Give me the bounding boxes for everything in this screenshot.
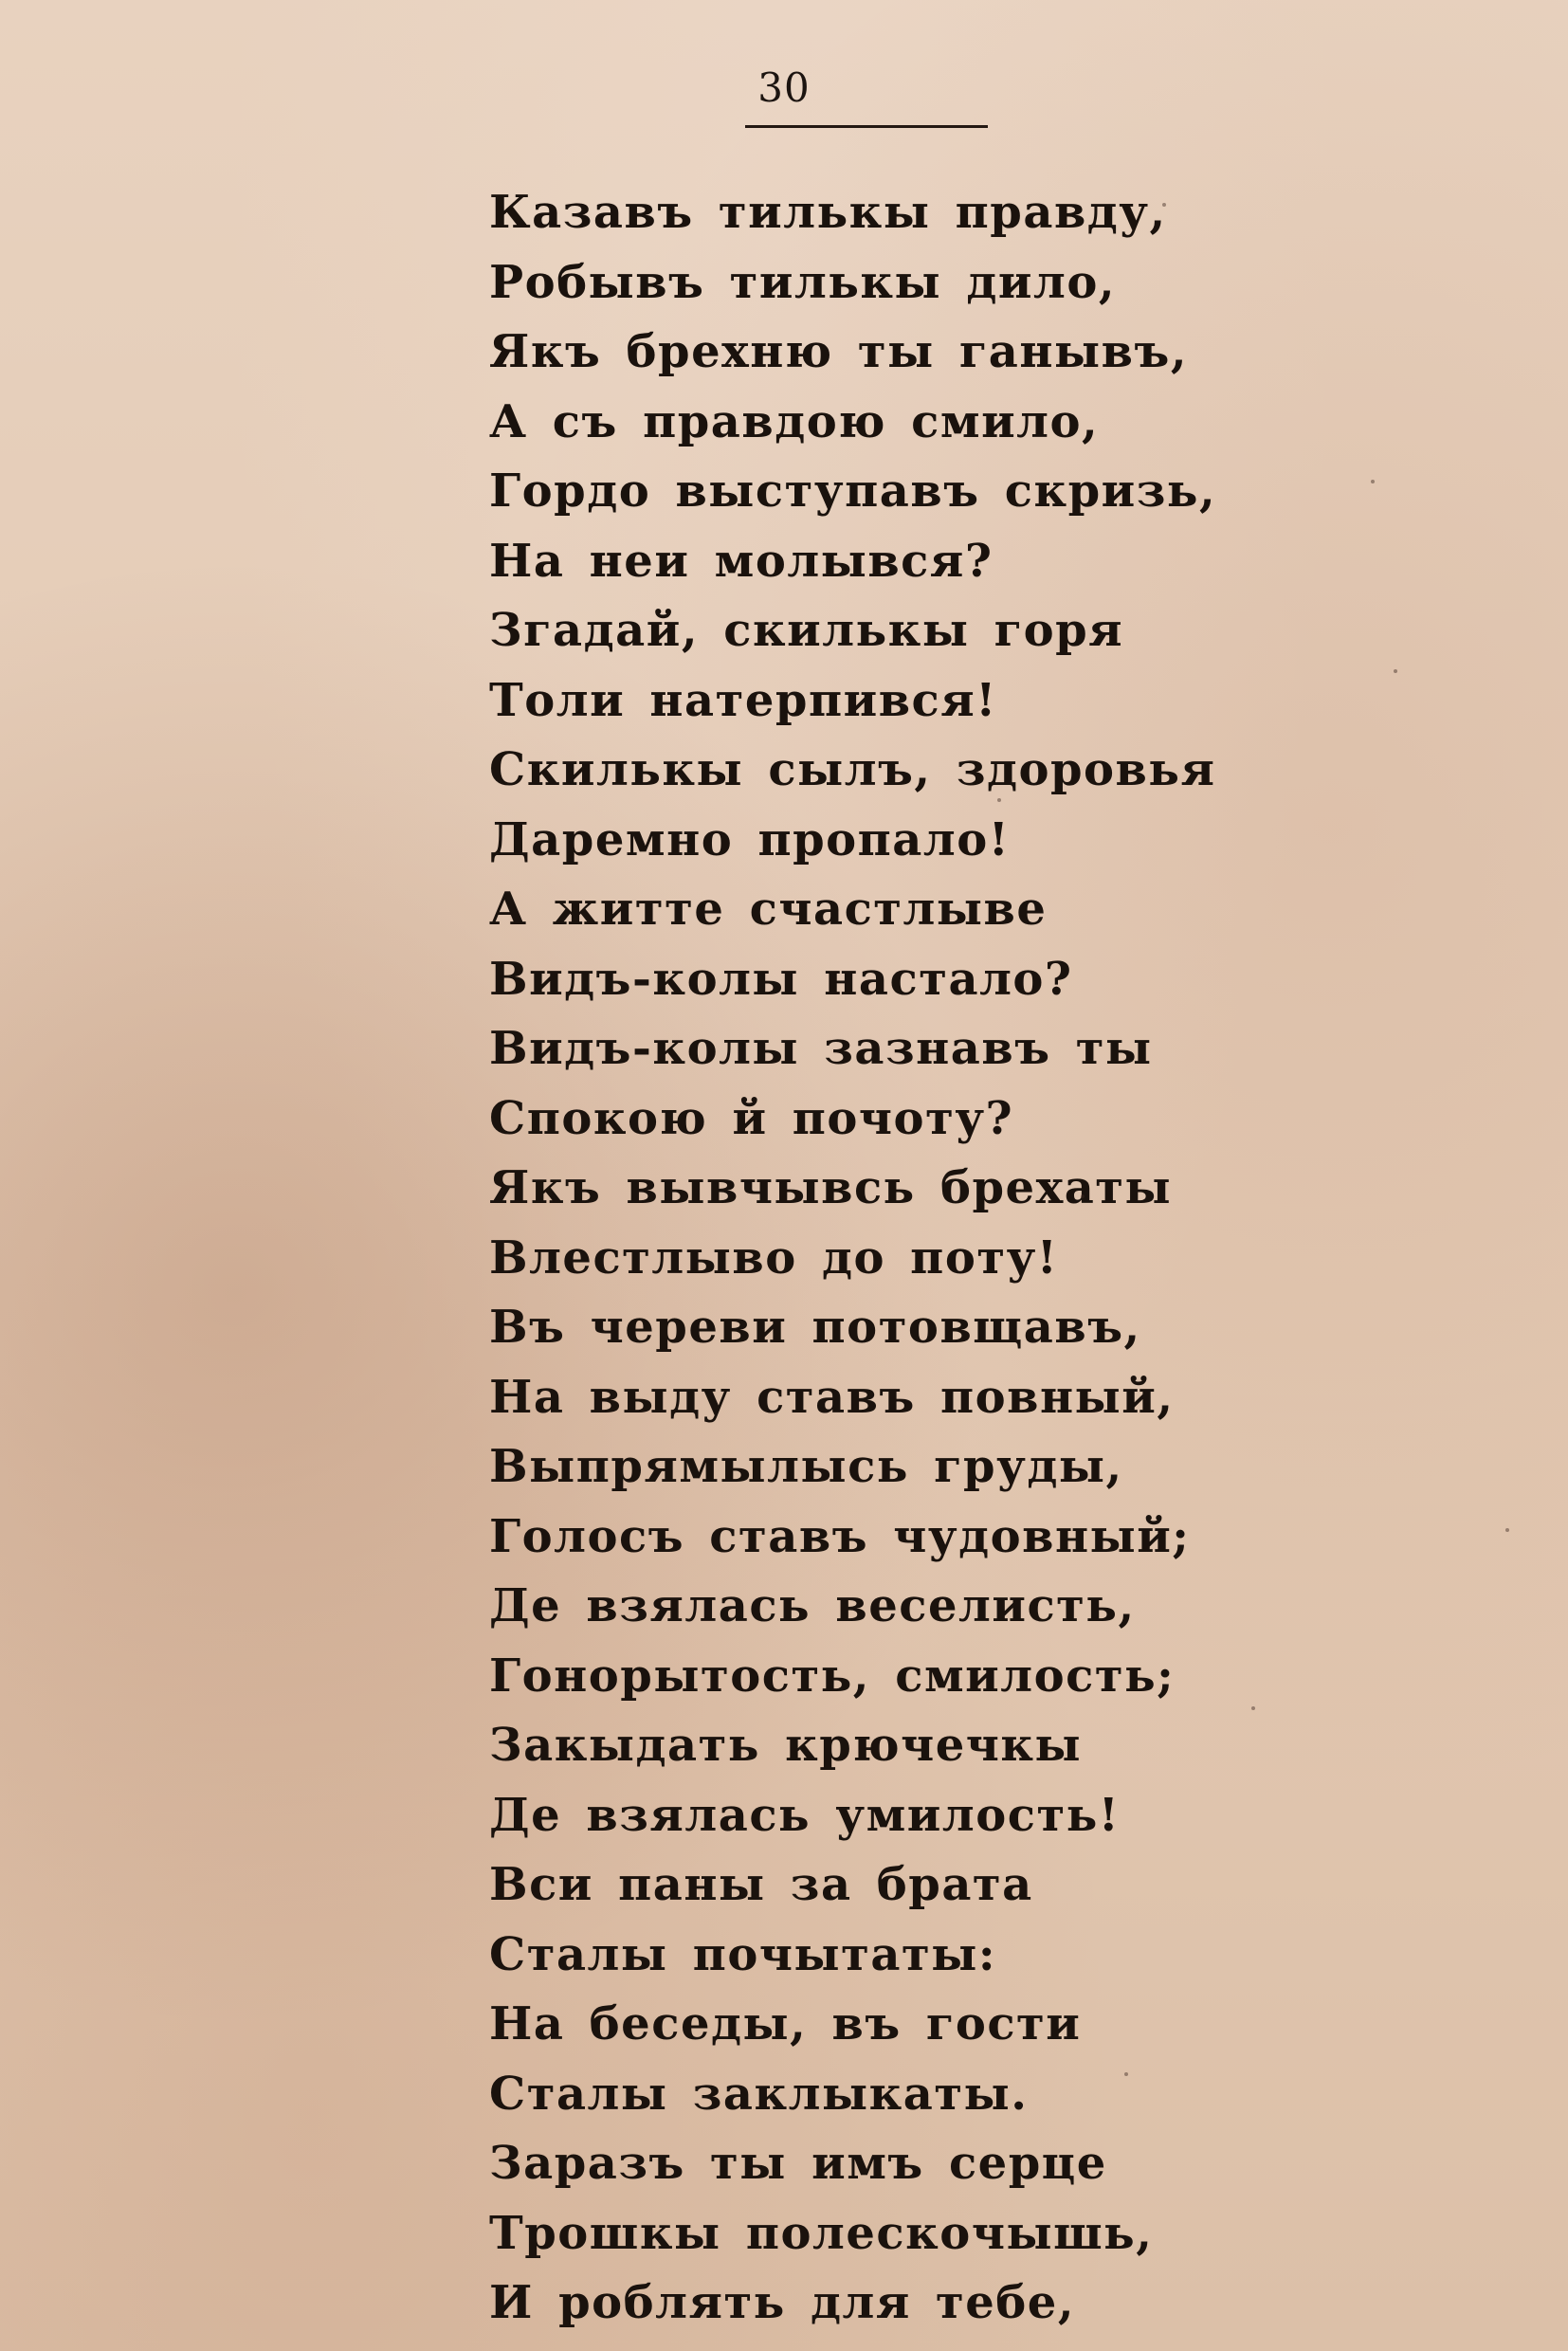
poem-line: Робывъ тилькы дило, bbox=[489, 255, 1117, 309]
poem-line: Видъ-колы настало? bbox=[489, 952, 1073, 1006]
poem-line: Трошкы полескочышь, bbox=[489, 2206, 1154, 2260]
poem-line: Вси паны за брата bbox=[489, 1858, 1033, 1911]
poem-line: Скилькы сылъ, здоровья bbox=[489, 743, 1216, 796]
paper-speck bbox=[997, 798, 1001, 802]
poem-line: Толи натерпився! bbox=[489, 673, 997, 727]
header-rule bbox=[745, 125, 988, 128]
poem-line: Казавъ тилькы правду, bbox=[489, 186, 1167, 239]
poem-text bbox=[489, 178, 1217, 2339]
poem-line: Де взялась веселисть, bbox=[489, 1579, 1136, 1632]
poem-line: Видъ-колы зазнавъ ты bbox=[489, 1022, 1153, 1075]
poem-line: Сталы почытаты: bbox=[489, 1927, 997, 1981]
paper-speck bbox=[1394, 669, 1397, 673]
paper-speck bbox=[1081, 1194, 1085, 1198]
poem-line: Закыдать крючечкы bbox=[489, 1719, 1083, 1772]
poem-line: Якъ брехню ты ганывъ, bbox=[489, 325, 1189, 378]
poem-line: На неи молывся? bbox=[489, 534, 994, 588]
poem-line: Влестлыво до поту! bbox=[489, 1230, 1059, 1285]
paper-speck bbox=[1371, 480, 1375, 483]
paper-speck bbox=[1251, 1706, 1255, 1710]
poem-line: Якъ вывчывсь брехаты bbox=[489, 1161, 1173, 1214]
poem-line: Спокою й почоту? bbox=[489, 1091, 1014, 1145]
poem-line: На выду ставъ повный, bbox=[489, 1370, 1175, 1424]
paper-speck bbox=[1124, 2072, 1128, 2076]
page-number: 30 bbox=[757, 64, 811, 111]
poem-line: На беседы, въ гости bbox=[489, 1997, 1082, 2050]
poem-line: А съ правдою смило, bbox=[489, 394, 1100, 448]
poem-line: Выпрямылысь груды, bbox=[489, 1440, 1123, 1493]
poem-line: Де взялась умилость! bbox=[489, 1788, 1121, 1842]
poem-line: Гордо выступавъ скризь, bbox=[489, 465, 1217, 518]
paper-speck bbox=[1505, 1528, 1509, 1532]
poem-line: Голосъ ставъ чудовный; bbox=[489, 1509, 1191, 1563]
poem-line: Згадай, скилькы горя bbox=[489, 604, 1124, 657]
poem-line: Гонорытость, смилость; bbox=[489, 1649, 1176, 1703]
poem-line: Сталы заклыкаты. bbox=[489, 2067, 1029, 2121]
paper-speck bbox=[1162, 203, 1166, 207]
poem-line: Заразъ ты имъ серце bbox=[489, 2137, 1107, 2190]
poem-line: А житте счастлыве bbox=[489, 883, 1048, 936]
poem-line: Даремно пропало! bbox=[489, 812, 1011, 866]
poem-line: Въ череви потовщавъ, bbox=[489, 1301, 1141, 1354]
poem-line: И роблять для тебе, bbox=[489, 2276, 1076, 2329]
